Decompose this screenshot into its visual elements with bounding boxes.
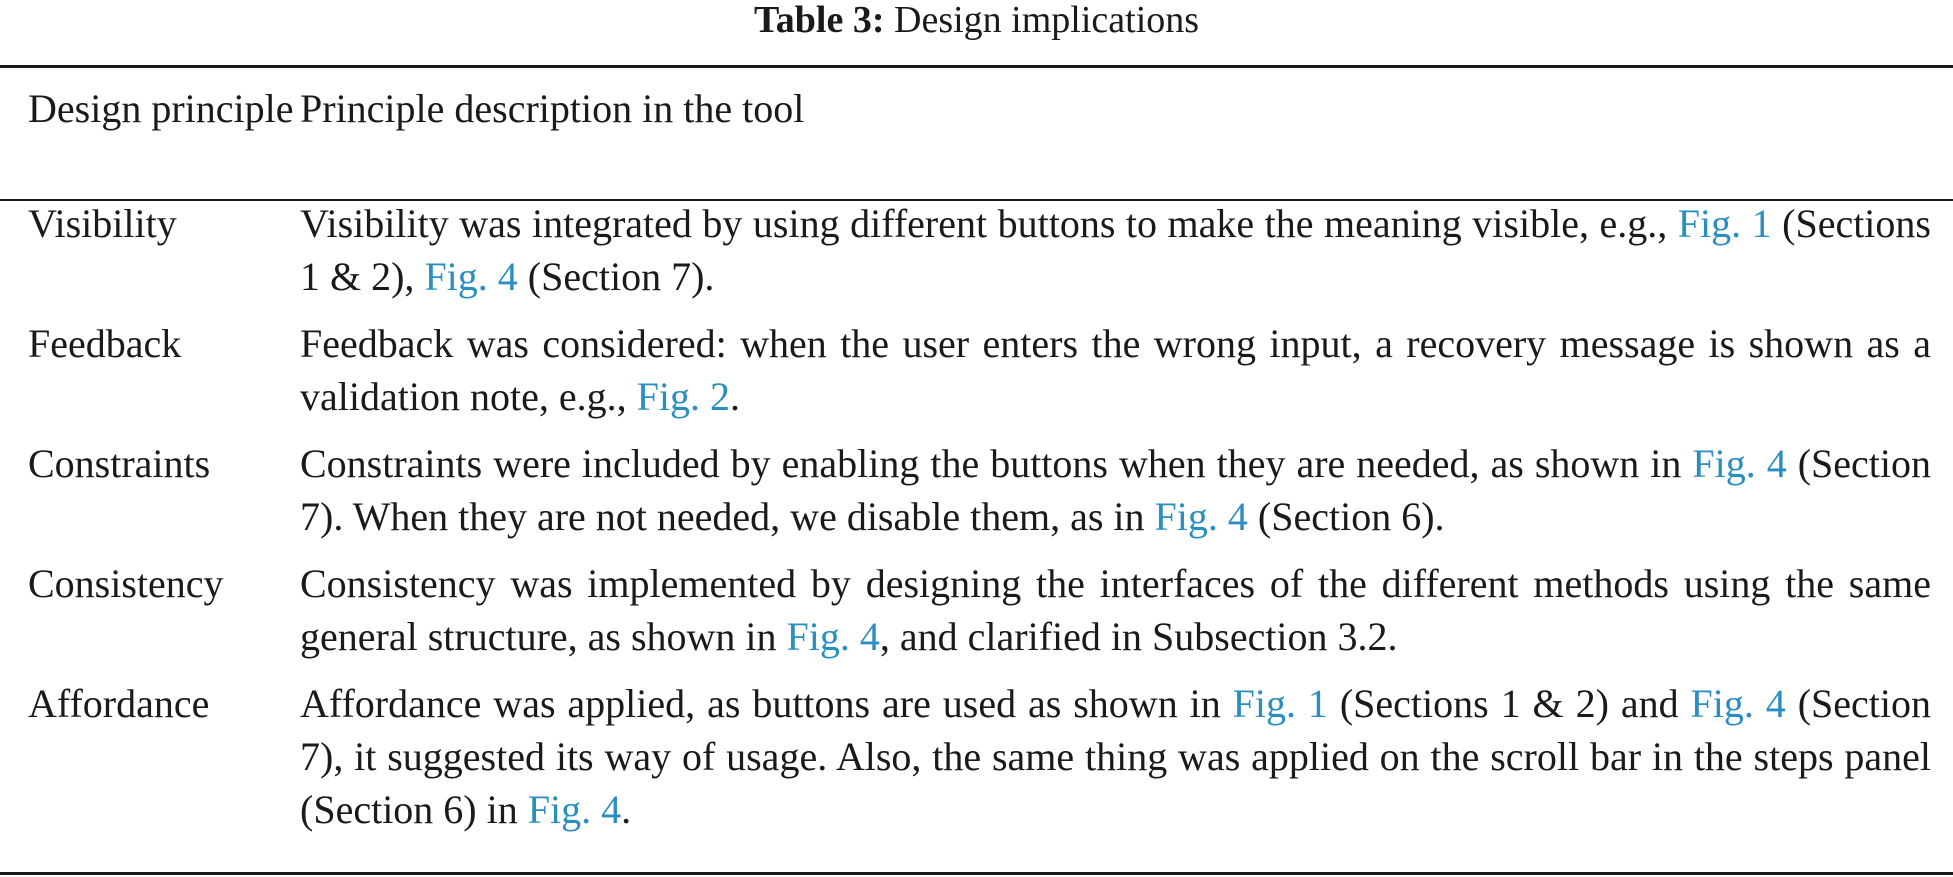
table-caption (0, 0, 1953, 40)
description-text: , and clarified in Subsection 3.2. (879, 614, 1398, 659)
row-description (300, 317, 1953, 437)
table-caption-title: Design implications (894, 0, 1200, 41)
figure-link[interactable]: Fig. 4 (1692, 441, 1787, 486)
row-description (300, 557, 1953, 677)
description-text: Visibility was integrated by using different buttons to make the meaning visible, e.g., (300, 201, 1678, 246)
description-text: (Section 7). When they are not needed, we disable them, as in (300, 441, 1932, 539)
figure-link[interactable]: Fig. 4 (424, 254, 518, 299)
bottom-rule (0, 872, 1953, 875)
row-principle: Visibility (28, 201, 177, 246)
row-description (300, 677, 1953, 850)
description-text: (Sections 1 & 2) and (1327, 681, 1691, 726)
description-text: (Section 6). (1247, 494, 1445, 539)
description-text: (Section 7), it suggested its way of usage. Also, the same thing was applied on the scroll bar in the steps panel (Section 6) in (300, 681, 1931, 832)
figure-link[interactable]: Fig. 4 (1690, 681, 1786, 726)
description-text: . (621, 787, 632, 832)
figure-link[interactable]: Fig. 4 (527, 787, 622, 832)
description-text: . (729, 374, 740, 419)
figure-link[interactable]: Fig. 4 (786, 614, 880, 659)
row-principle: Constraints (28, 441, 211, 486)
row-description (300, 185, 1953, 317)
description-text: Consistency was implemented by designing the interfaces of the different methods using the same general structure, as shown in (300, 561, 1931, 659)
figure-link[interactable]: Fig. 4 (1154, 494, 1248, 539)
row-principle: Consistency (28, 561, 224, 606)
design-implications-table (0, 68, 1953, 850)
header-row (0, 68, 1953, 185)
description-text: Constraints were included by enabling the buttons when they are needed, as shown in (300, 441, 1693, 486)
description-text: Feedback was considered: when the user enters the wrong input, a recovery message is shown as a validation note, e.g., (300, 321, 1931, 419)
row-principle: Feedback (28, 321, 182, 366)
description-text: Affordance was applied, as buttons are used as shown in (300, 681, 1233, 726)
table-row (0, 185, 1953, 317)
table-row (0, 557, 1953, 677)
figure-link[interactable]: Fig. 2 (636, 374, 730, 419)
table-row (0, 317, 1953, 437)
table-row (0, 437, 1953, 557)
description-text: (Sections 1 & 2), (300, 201, 1931, 299)
figure-link[interactable]: Fig. 1 (1677, 201, 1772, 246)
header-principle-description: Principle description in the tool (300, 86, 805, 131)
table-caption-label: Table 3: (753, 0, 885, 41)
header-design-principle: Design principle (28, 86, 294, 131)
row-principle: Affordance (28, 681, 210, 726)
figure-link[interactable]: Fig. 1 (1232, 681, 1328, 726)
row-description (300, 437, 1953, 557)
table-row (0, 677, 1953, 850)
description-text: (Section 7). (517, 254, 715, 299)
